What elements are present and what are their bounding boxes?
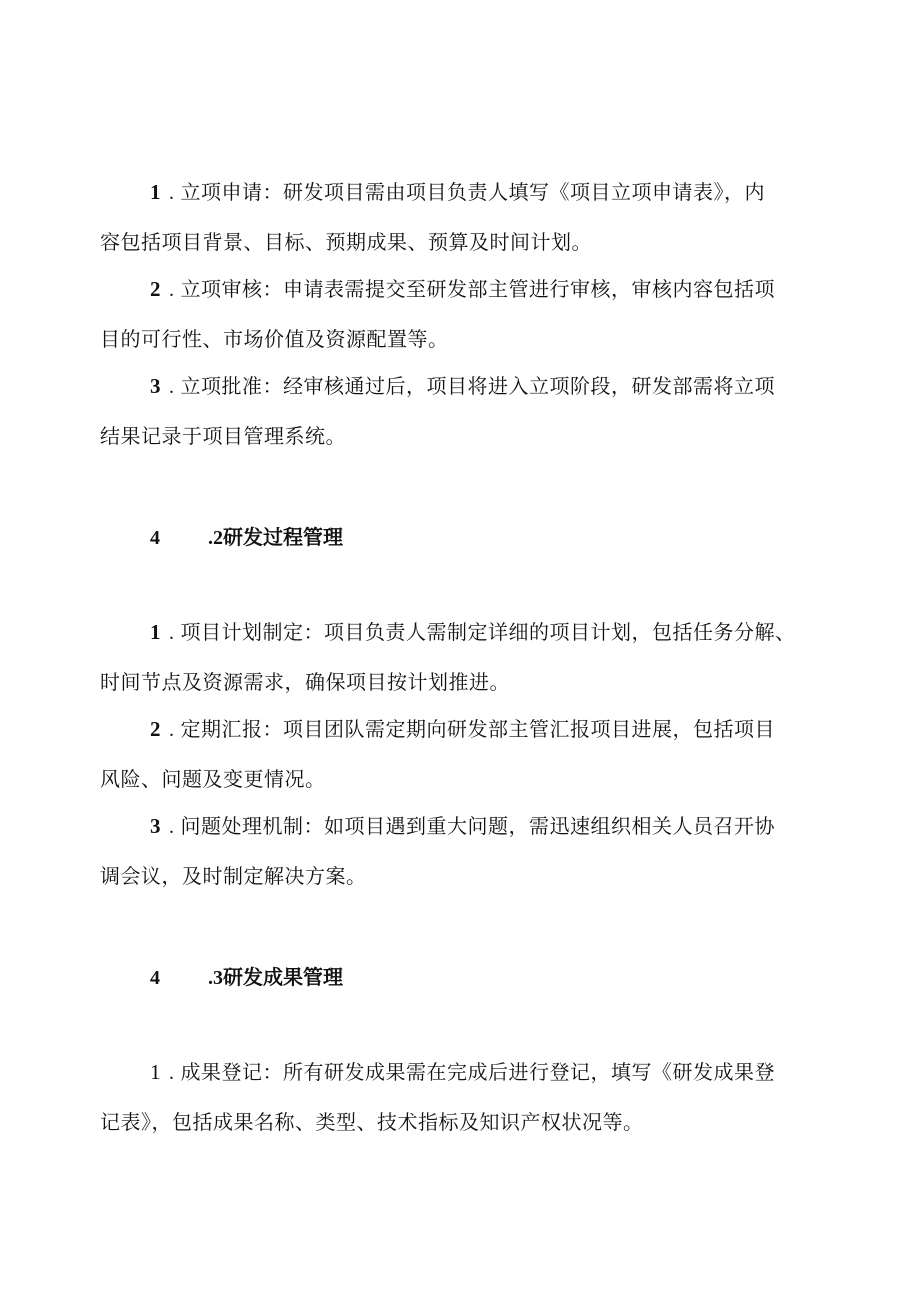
item-number: 1 — [150, 620, 161, 644]
item-text: 项目团队需定期向研发部主管汇报项目进展，包括项目 — [283, 717, 775, 741]
item-text: 风险、问题及变更情况。 — [100, 767, 326, 791]
section-heading — [150, 962, 343, 993]
item-number: 2 — [150, 277, 161, 301]
item-number: 1 — [150, 180, 161, 204]
item-text: 目的可行性、市场价值及资源配置等。 — [100, 327, 449, 351]
item-text: 所有研发成果需在完成后进行登记，填写《研发成果登 — [283, 1060, 775, 1084]
item-text: 调会议，及时制定解决方案。 — [100, 864, 367, 888]
item-title: 立项批准： — [180, 374, 283, 398]
heading-subnumber: .3 — [208, 967, 223, 989]
heading-number: 4 — [150, 967, 160, 989]
item-text: 时间节点及资源需求，确保项目按计划推进。 — [100, 670, 510, 694]
heading-number: 4 — [150, 527, 160, 549]
item-number: 3 — [150, 374, 161, 398]
heading-title: 研发过程管理 — [223, 525, 343, 549]
heading-title: 研发成果管理 — [223, 965, 343, 989]
item-title: 项目计划制定： — [180, 620, 324, 644]
item-text: 如项目遇到重大问题，需迅速组织相关人员召开协 — [324, 814, 775, 838]
item-title: 问题处理机制： — [180, 814, 324, 838]
heading-subnumber: .2 — [208, 527, 223, 549]
list-item: 2 . 定期汇报：项目团队需定期向研发部主管汇报项目进展，包括项目 风险、问题及变更情况。 — [100, 705, 820, 804]
list-item: 1 . 成果登记：所有研发成果需在完成后进行登记，填写《研发成果登 记表》，包括成果名称、类型、技术指标及知识产权状况等。 — [100, 1048, 820, 1147]
item-title: 立项审核： — [180, 277, 283, 301]
section-heading — [150, 522, 343, 553]
item-number: 3 — [150, 814, 161, 838]
list-item: 1 . 项目计划制定：项目负责人需制定详细的项目计划，包括任务分解、 时间节点及资源需求，确保项目按计划推进。 — [100, 608, 820, 707]
list-item: 3 . 立项批准：经审核通过后，项目将进入立项阶段，研发部需将立项 结果记录于项目管理系统。 — [100, 362, 820, 461]
item-number: 2 — [150, 717, 161, 741]
item-text: 申请表需提交至研发部主管进行审核，审核内容包括项 — [283, 277, 775, 301]
list-item: 1 . 立项申请：研发项目需由项目负责人填写《项目立项申请表》，内 容包括项目背景、目标、预期成果、预算及时间计划。 — [100, 168, 820, 267]
item-text: 记表》，包括成果名称、类型、技术指标及知识产权状况等。 — [100, 1110, 644, 1134]
item-text: 经审核通过后，项目将进入立项阶段，研发部需将立项 — [283, 374, 775, 398]
item-text: 结果记录于项目管理系统。 — [100, 424, 346, 448]
list-item: 2 . 立项审核：申请表需提交至研发部主管进行审核，审核内容包括项 目的可行性、市场价值及资源配置等。 — [100, 265, 820, 364]
item-title: 成果登记： — [180, 1060, 283, 1084]
item-title: 定期汇报： — [180, 717, 283, 741]
item-title: 立项申请： — [180, 180, 283, 204]
item-text: 项目负责人需制定详细的项目计划，包括任务分解、 — [324, 620, 796, 644]
item-text: 容包括项目背景、目标、预期成果、预算及时间计划。 — [100, 230, 592, 254]
item-number: 1 — [150, 1060, 161, 1084]
item-text: 研发项目需由项目负责人填写《项目立项申请表》，内 — [283, 180, 765, 204]
list-item: 3 . 问题处理机制：如项目遇到重大问题，需迅速组织相关人员召开协 调会议，及时制定解决方案。 — [100, 802, 820, 901]
